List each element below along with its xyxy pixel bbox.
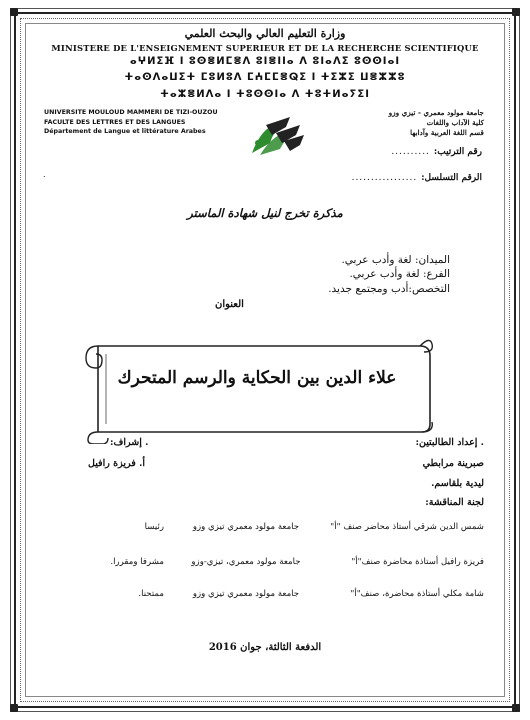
- field-specialty: التخصص:أدب ومجتمع جديد.: [328, 283, 450, 295]
- jury-member-role: مشرفا ومقررا.: [110, 557, 164, 567]
- university-name-tifinagh: ⵜⴰⵙⴷⴰⵡⵉⵜ ⵎⵓⵍⵓⴷ ⵎⵄⵎⵎⴻⵕⵉ ⵏ ⵜⵉⵣⵉ ⵡⴻⵣⵣⵓ: [124, 72, 406, 83]
- jury-member-role: رئيسا: [144, 522, 164, 532]
- serial-number-row: [262, 173, 482, 183]
- rank-number-row: [262, 147, 482, 157]
- university-name-arabic: جامعة مولود معمري - تيزي وزو: [388, 108, 484, 117]
- border-corner-ornament: [512, 704, 520, 712]
- serial-number-label: الرقم التسلسل:: [421, 173, 482, 183]
- border-corner-ornament: [10, 8, 18, 16]
- jury-heading: لجنة المناقشة:: [425, 497, 484, 508]
- field-branch: الفرع: لغة وأدب عربي.: [349, 268, 450, 280]
- jury-member-role: ممتحنا.: [138, 589, 164, 599]
- graduation-batch-footer: الدفعة الثالثة، جوان 2016: [208, 642, 322, 653]
- jury-member-university: جامعة مولود معمري تيزي وزو: [192, 589, 300, 599]
- serial-number-value: .................: [351, 173, 418, 183]
- university-name-french: UNIVERSITE MOULOUD MAMMERI DE TIZI-OUZOU: [44, 109, 218, 116]
- jury-member-university: جامعة مولود معمري، تيزي-وزو: [191, 557, 301, 567]
- department-name-french: Département de Langue et littérature Arabes: [44, 128, 206, 135]
- faculty-name-french: FACULTE DES LETTRES ET DES LANGUES: [44, 118, 186, 126]
- ministry-title-french: MINISTERE DE L'ENSEIGNEMENT SUPERIEUR ET DE LA RECHERCHE SCIENTIFIQUE: [51, 43, 479, 53]
- faculty-name-tifinagh: ⵜⴰⵣⴻⵍⴷⴰ ⵏ ⵜⵓⵙⵙⵏⴰ ⴷ ⵜⵓⵜⵍⴰⵢⵉⵏ: [160, 89, 370, 100]
- thesis-title: علاء الدين بين الحكاية والرسم المتحرك: [117, 368, 397, 388]
- supervision-label: . إشراف:: [110, 437, 149, 448]
- student-name-2: ليدية بلقاسم.: [431, 478, 484, 489]
- student-name-1: صبرينة مرابطي: [422, 458, 484, 469]
- border-corner-ornament: [512, 8, 520, 16]
- memoir-subtitle: مذكرة تخرج لنيل شهادة الماستر: [187, 206, 343, 220]
- title-heading: العنوان: [215, 299, 244, 310]
- jury-member-university: جامعة مولود معمري تيزي وزو: [192, 522, 300, 532]
- supervisor-name: أ. فريزة رافيل: [88, 458, 146, 469]
- jury-member-name: فريزة رافيل أستاذة محاضرة صنف"أ": [351, 557, 484, 567]
- faculty-name-arabic: كلية الآداب واللغات: [426, 118, 484, 127]
- border-corner-ornament: [10, 704, 18, 712]
- rank-number-value: ..........: [391, 147, 430, 157]
- title-scroll-frame: [80, 332, 436, 444]
- field-domain: الميدان: لغة وأدب عربي.: [341, 254, 450, 266]
- university-block-arabic: [314, 108, 484, 138]
- ministry-title-tifinagh: ⴰⵖⵍⵉⴼ ⵏ ⵓⵙⴻⵍⵎⴻⴷ ⵓⵏⴻⵏⵏⴰ ⴷ ⵓⵏⴰⴷⵉ ⵓⵙⵙⵏⴰⵏ: [129, 56, 401, 67]
- jury-member-name: شمس الدين شرقي أستاذ محاضر صنف "أ": [330, 522, 484, 532]
- department-name-arabic: قسم اللغة العربية وآدابها: [410, 128, 484, 137]
- university-block-french: [44, 108, 218, 137]
- ministry-title-arabic: وزارة التعليم العالي والبحث العلمي: [184, 27, 346, 40]
- jury-member-name: شامة مكلي أستاذة محاضرة، صنف"أ": [350, 589, 484, 599]
- prepared-by-label: . إعداد الطالبتين:: [415, 437, 484, 448]
- stray-mark: .: [43, 170, 46, 179]
- rank-number-label: رقم الترتيب:: [433, 147, 482, 157]
